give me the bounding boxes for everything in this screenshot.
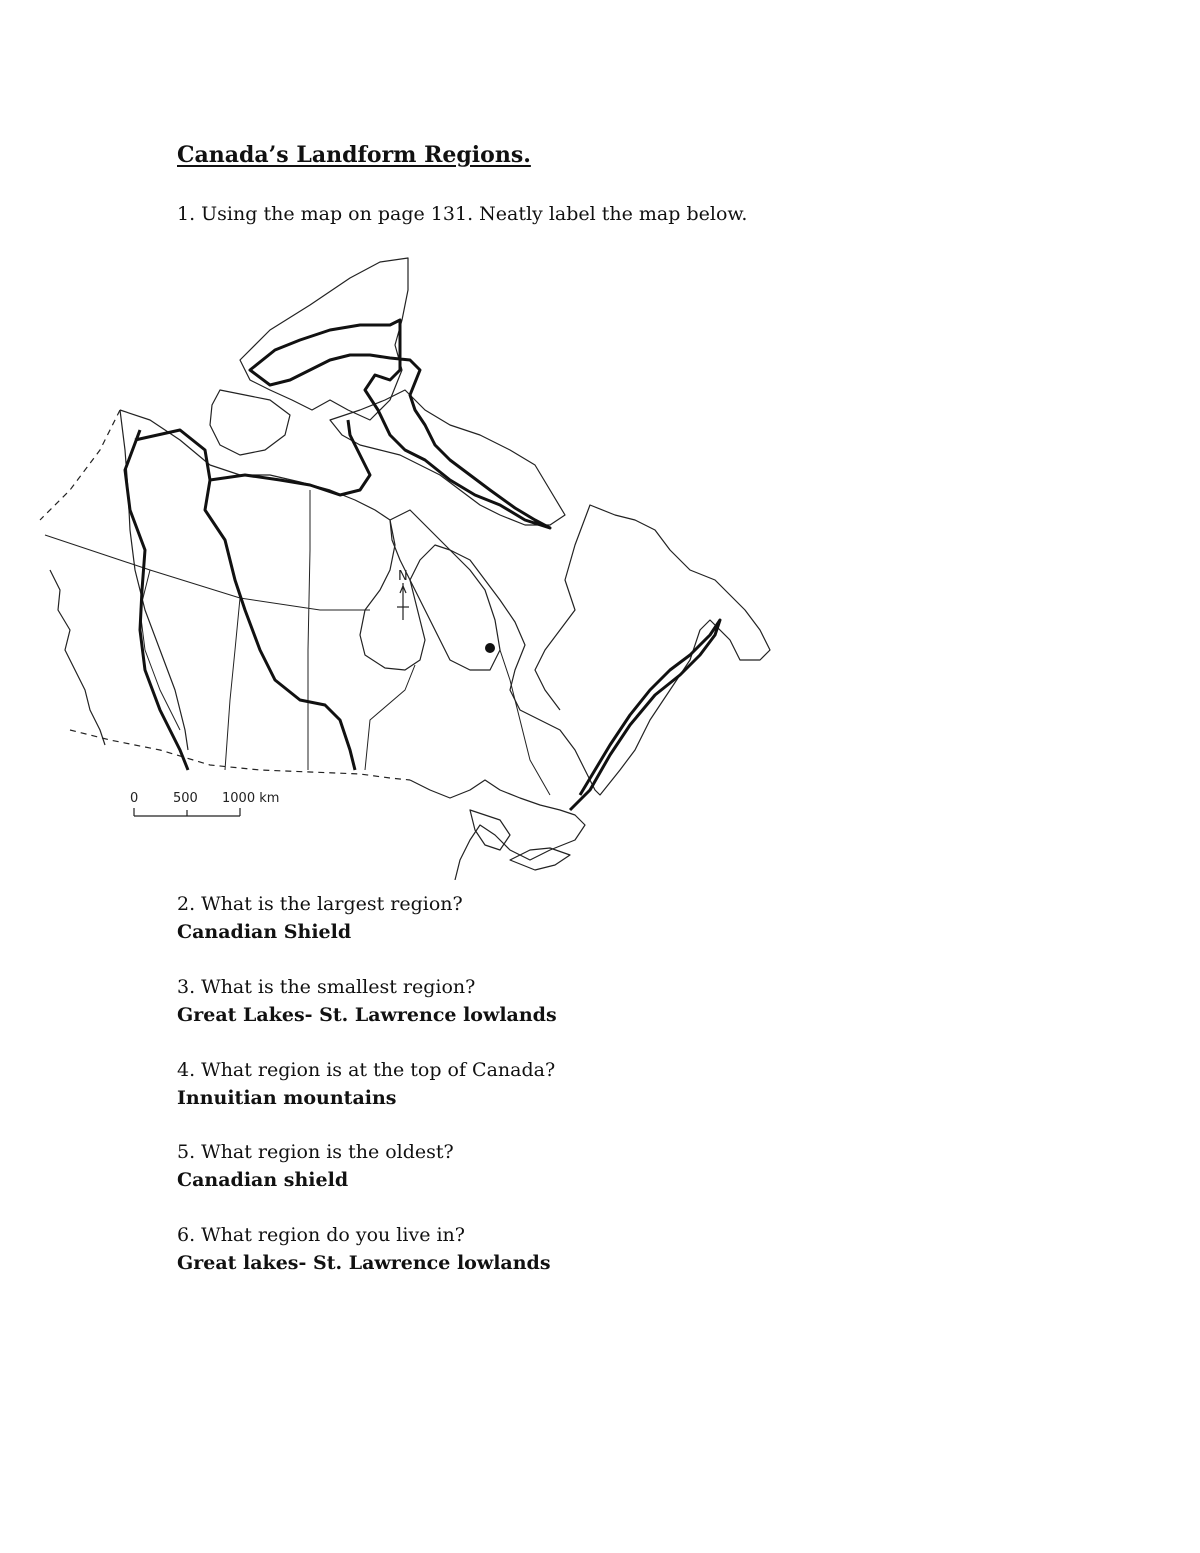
north-arrow <box>397 583 409 620</box>
instruction-text: 1. Using the map on page 131. Neatly label the map below. <box>177 203 748 225</box>
map-drawing <box>30 250 780 880</box>
answer-6: Great lakes- St. Lawrence lowlands <box>177 1252 551 1274</box>
question-2: 2. What is the largest region? <box>177 893 463 915</box>
answer-5: Canadian shield <box>177 1169 349 1191</box>
mainland-outline <box>120 410 770 795</box>
great-lakes-outline <box>410 780 585 880</box>
bc-islands <box>50 570 105 745</box>
provincial-borders <box>45 490 550 795</box>
appalachian-boundary <box>570 620 720 810</box>
lake-erie <box>510 848 570 870</box>
canada-landform-map <box>30 250 780 880</box>
cordillera-boundary-east <box>135 430 355 770</box>
scale-label-0: 0 <box>130 791 139 806</box>
question-4-block <box>177 1056 877 1112</box>
question-2-block <box>177 890 877 946</box>
question-5-block <box>177 1138 877 1194</box>
hudson-bay-outline <box>390 510 500 670</box>
question-3-block <box>177 973 877 1029</box>
question-3: 3. What is the smallest region? <box>177 976 476 998</box>
innuitian-boundary <box>250 320 550 528</box>
arctic-islands-outline <box>240 258 408 420</box>
cordillera-boundary-west <box>125 430 188 770</box>
scale-label-1000: 1000 km <box>222 791 280 806</box>
shield-boundary <box>210 420 370 495</box>
answer-2: Canadian Shield <box>177 921 352 943</box>
scale-bar <box>134 808 240 816</box>
question-6: 6. What region do you live in? <box>177 1224 465 1246</box>
southern-border <box>70 730 410 780</box>
north-label: N <box>398 569 408 584</box>
scale-label-500: 500 <box>173 791 198 806</box>
answer-3: Great Lakes- St. Lawrence lowlands <box>177 1004 557 1026</box>
question-6-block <box>177 1221 877 1277</box>
question-5: 5. What region is the oldest? <box>177 1141 454 1163</box>
question-4: 4. What region is at the top of Canada? <box>177 1059 556 1081</box>
victoria-island-outline <box>210 390 290 455</box>
alaska-border <box>40 410 120 520</box>
answer-4: Innuitian mountains <box>177 1087 397 1109</box>
map-lake-marker <box>485 643 495 653</box>
west-coast-outline <box>120 410 188 750</box>
page-title: Canada’s Landform Regions. <box>177 142 531 168</box>
